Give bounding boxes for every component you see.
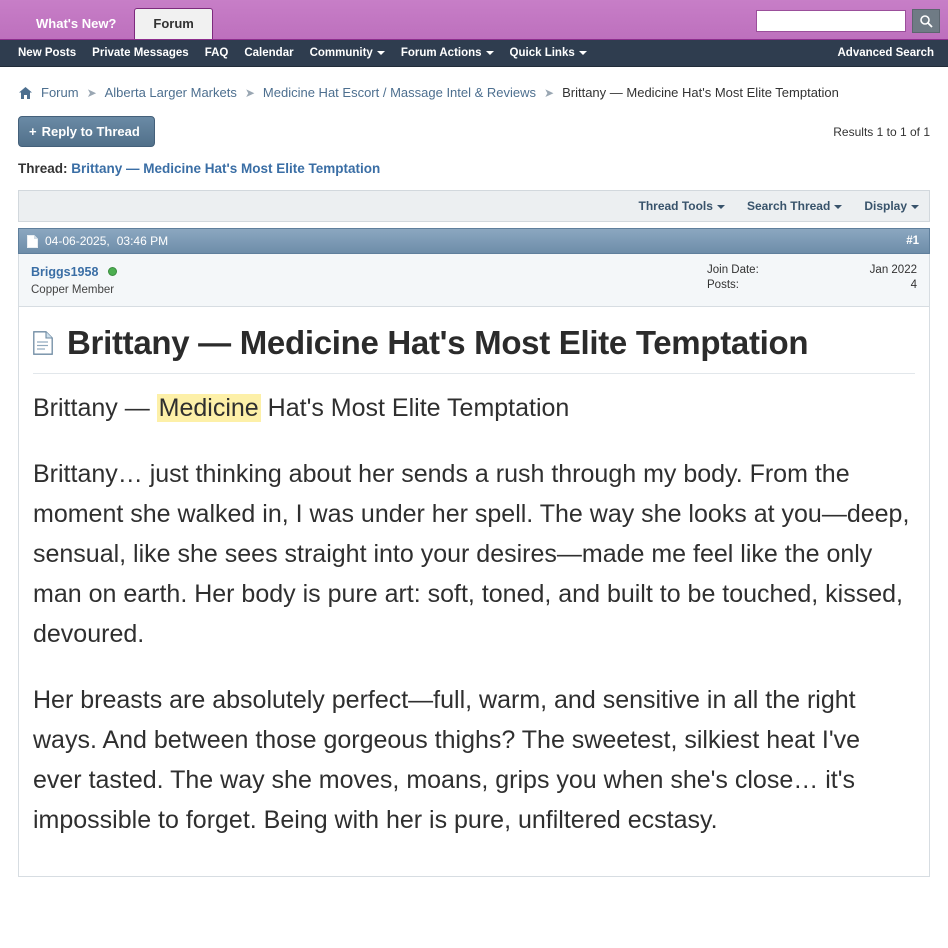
breadcrumb-item-medicine-hat-escort[interactable]: Medicine Hat Escort / Massage Intel & Reviews [262, 85, 537, 100]
chevron-down-icon [377, 51, 385, 55]
stat-row [707, 278, 917, 293]
breadcrumb [0, 67, 948, 112]
post-paragraph: Brittany… just thinking about her sends a rush through my body. From the moment she walked in, I was under her spell. The way she looks at you—deep, sensual, like she sees straight into your desires—made me feel like the only man on earth. Her body is pure art: soft, toned, and built to be touched, kissed, devoured. [33, 460, 910, 649]
post-subtitle-before: Brittany — [33, 394, 157, 423]
nav-calendar[interactable]: Calendar [244, 47, 294, 59]
breadcrumb-separator-icon: ➤ [244, 85, 255, 100]
nav-forum-actions-label: Forum Actions [400, 47, 482, 59]
nav-new-posts[interactable]: New Posts [18, 47, 77, 59]
nav-private-messages[interactable]: Private Messages [92, 47, 189, 59]
plus-icon: + [29, 124, 37, 139]
advanced-search-link[interactable]: Advanced Search [837, 47, 934, 59]
nav-quick-links-label: Quick Links [509, 47, 575, 59]
author-stats [707, 263, 917, 296]
posts-label: Posts: [707, 279, 739, 291]
tab-forum[interactable]: Forum [134, 8, 212, 39]
display-label: Display [864, 199, 907, 213]
thread-tools-label: Thread Tools [638, 199, 713, 213]
nav-community-label: Community [309, 47, 373, 59]
post-title: Brittany — Medicine Hat's Most Elite Temptation [67, 324, 809, 361]
author-username[interactable]: Briggs1958 [31, 265, 99, 279]
thread-tools-bar [18, 190, 930, 222]
thread-title-line [0, 147, 948, 182]
chevron-down-icon [911, 205, 919, 209]
secondary-navigation-bar [0, 40, 948, 67]
reply-to-thread-button[interactable] [18, 116, 155, 147]
online-indicator-icon [108, 267, 117, 276]
post-meta [18, 254, 930, 307]
post-header-bar [18, 228, 930, 254]
thread-document-icon [33, 331, 53, 355]
nav-community[interactable] [310, 47, 385, 59]
posts-value: 4 [910, 279, 917, 291]
post-subtitle [33, 388, 915, 428]
post-body [18, 307, 930, 877]
post-document-icon [27, 235, 38, 248]
search-thread-menu[interactable] [747, 199, 842, 213]
breadcrumb-item-current: Brittany — Medicine Hat's Most Elite Temptation [562, 85, 839, 100]
post-subtitle-after: Hat's Most Elite Temptation [260, 394, 570, 423]
post-number[interactable]: #1 [906, 235, 919, 247]
search-button[interactable] [912, 9, 940, 33]
post-time: 03:46 PM [116, 234, 169, 248]
post-title-row [33, 325, 915, 374]
post-paragraph: Her breasts are absolutely perfect—full, warm, and sensitive in all the right ways. And between those gorgeous thighs? The sweetest, silkiest heat I've ever tasted. The way she moves, moans, grips you when she's close… it's impossible to forget. Being with her is pure, unfiltered ecstasy. [33, 686, 861, 835]
stat-row [707, 263, 917, 278]
primary-tabs [0, 0, 213, 39]
chevron-down-icon [717, 205, 725, 209]
author-rank: Copper Member [31, 284, 115, 296]
join-date-label: Join Date: [707, 264, 759, 276]
search-icon [919, 14, 933, 28]
nav-forum-actions[interactable] [401, 47, 494, 59]
chevron-down-icon [579, 51, 587, 55]
search-input[interactable] [756, 10, 906, 32]
results-count: Results 1 to 1 of 1 [833, 124, 930, 139]
chevron-down-icon [834, 205, 842, 209]
nav-quick-links[interactable] [510, 47, 587, 59]
home-icon [18, 86, 33, 100]
reply-to-thread-label: Reply to Thread [41, 124, 140, 139]
breadcrumb-separator-icon: ➤ [544, 85, 555, 100]
thread-tools-menu[interactable] [638, 199, 724, 213]
post-author-block [31, 263, 117, 296]
post-date-group [27, 234, 168, 248]
breadcrumb-item-alberta-larger-markets[interactable]: Alberta Larger Markets [104, 85, 237, 100]
thread-title-link[interactable]: Brittany — Medicine Hat's Most Elite Temptation [71, 161, 381, 176]
search-area [756, 9, 940, 33]
search-highlight: Medicine [158, 394, 259, 423]
chevron-down-icon [486, 51, 494, 55]
tab-whats-new[interactable]: What's New? [36, 16, 117, 31]
thread-label: Thread: [18, 161, 68, 176]
thread-actions-row [0, 116, 948, 147]
search-thread-label: Search Thread [746, 199, 831, 213]
nav-faq[interactable]: FAQ [204, 47, 229, 59]
breadcrumb-separator-icon: ➤ [86, 85, 97, 100]
display-menu[interactable] [864, 199, 919, 213]
top-navigation-bar [0, 0, 948, 40]
breadcrumb-item-forum[interactable]: Forum [41, 85, 79, 100]
post-content [33, 388, 915, 840]
join-date-value: Jan 2022 [869, 264, 917, 276]
post-date: 04-06-2025, [45, 234, 110, 248]
